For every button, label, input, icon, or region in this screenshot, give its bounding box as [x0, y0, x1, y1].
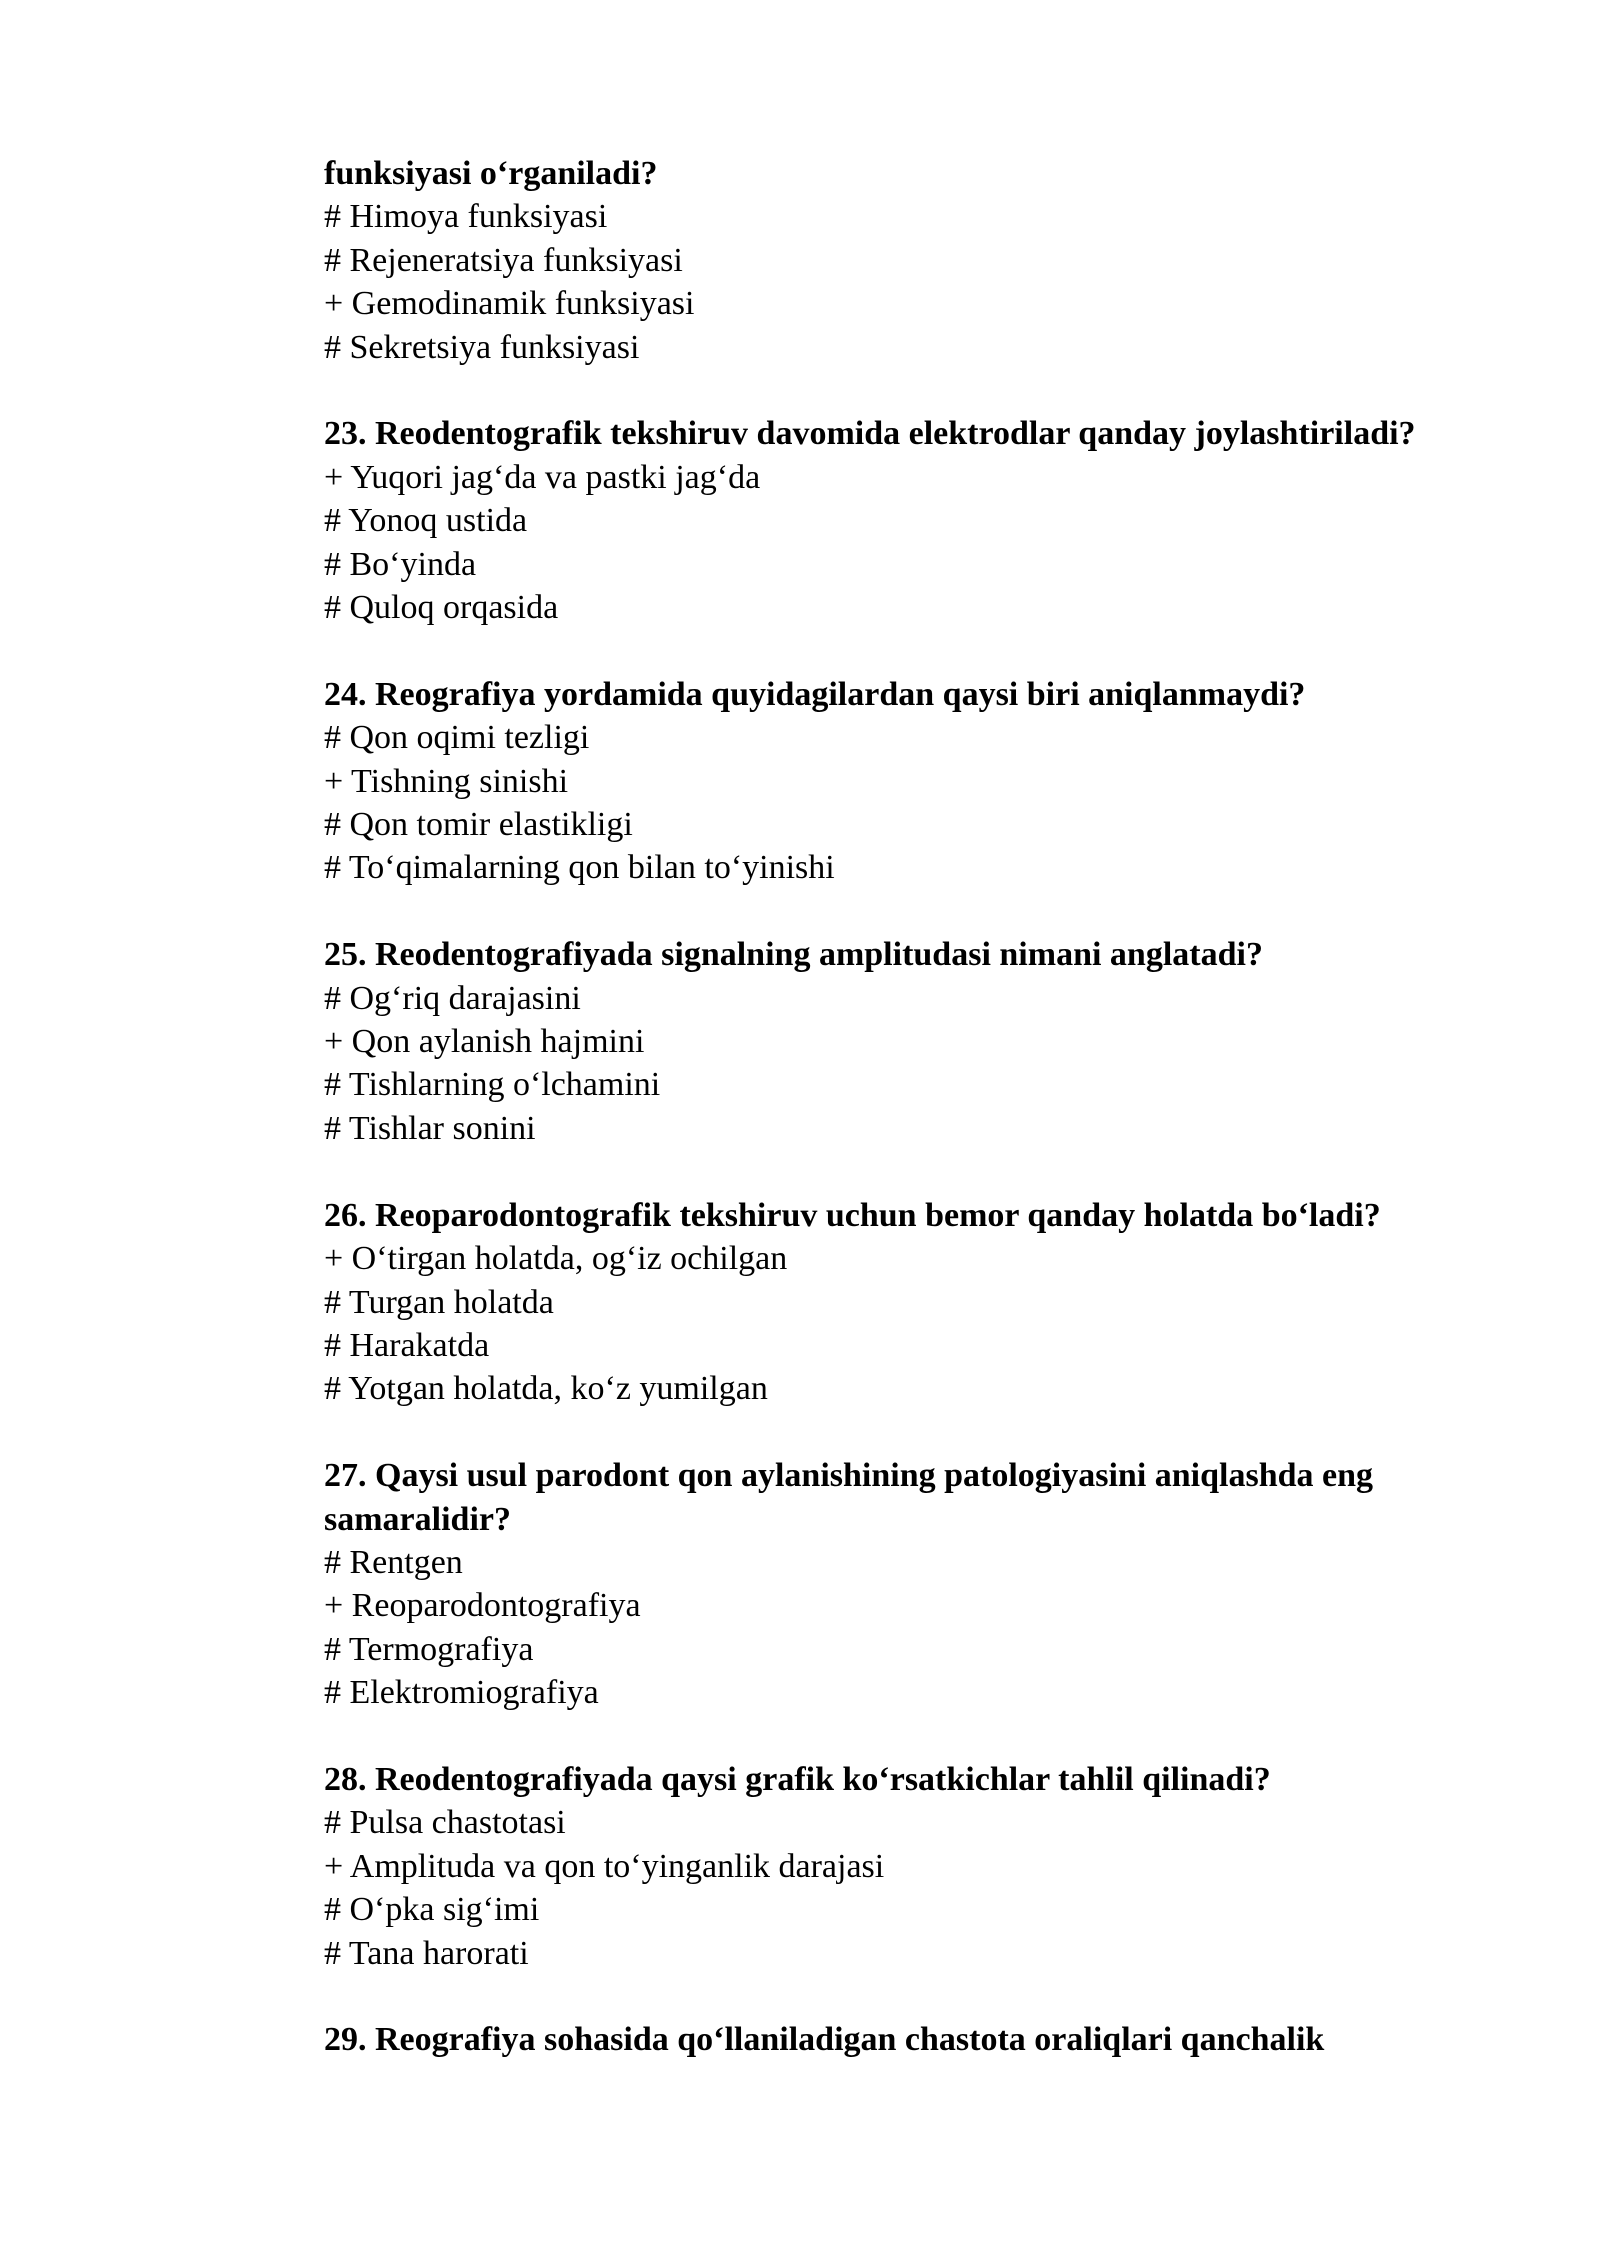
answer-option: # Qon oqimi tezligi [324, 719, 590, 757]
question-block-27 [324, 1454, 1504, 1714]
spacer [324, 629, 1504, 672]
spacer [324, 1411, 1504, 1454]
question-block-23 [324, 412, 1504, 629]
answer-option: # Qon tomir elastikligi [324, 806, 633, 844]
question-block-24 [324, 673, 1504, 890]
answer-option: # O‘pka sig‘imi [324, 1891, 540, 1929]
question-block-25 [324, 933, 1504, 1150]
question-text: 28. Reodentografiyada qaysi grafik ko‘rsatkichlar tahlil qilinadi? [324, 1760, 1271, 1798]
answer-option: # Pulsa chastotasi [324, 1804, 566, 1842]
answer-option: # Tishlarning o‘lchamini [324, 1066, 661, 1104]
answer-option: # Turgan holatda [324, 1283, 554, 1321]
answer-option: # Harakatda [324, 1326, 490, 1364]
spacer [324, 1975, 1504, 2018]
answer-option-correct: + Gemodinamik funksiyasi [324, 285, 695, 323]
question-text: 26. Reoparodontografik tekshiruv uchun bemor qanday holatda bo‘ladi? [324, 1196, 1381, 1234]
answer-option: # Tishlar sonini [324, 1109, 536, 1147]
question-text: 29. Reografiya sohasida qo‘llaniladigan chastota oraliqlari qanchalik [324, 2021, 1325, 2059]
spacer [324, 1715, 1504, 1758]
question-block-28 [324, 1758, 1504, 1975]
question-block-22 [324, 152, 1504, 369]
question-block-29 [324, 2018, 1504, 2061]
answer-option: # Quloq orqasida [324, 589, 559, 627]
answer-option: # Elektromiografiya [324, 1674, 599, 1712]
question-text: 25. Reodentografiyada signalning amplitudasi nimani anglatadi? [324, 936, 1263, 974]
answer-option-correct: + Tishning sinishi [324, 762, 569, 800]
answer-option: # Rejeneratsiya funksiyasi [324, 241, 683, 279]
question-text: 23. Reodentografik tekshiruv davomida elektrodlar qanday joylashtiriladi? [324, 415, 1416, 453]
answer-option: # Himoya funksiyasi [324, 198, 608, 236]
answer-option: # Sekretsiya funksiyasi [324, 328, 640, 366]
answer-option: # Yonoq ustida [324, 502, 528, 540]
answer-option: # Termografiya [324, 1630, 534, 1668]
answer-option: # Yotgan holatda, ko‘z yumilgan [324, 1370, 768, 1408]
answer-option-correct: + Qon aylanish hajmini [324, 1023, 645, 1061]
answer-option: # To‘qimalarning qon bilan to‘yinishi [324, 849, 835, 887]
spacer [324, 1150, 1504, 1193]
answer-option: # Rentgen [324, 1543, 463, 1581]
question-text: 24. Reografiya yordamida quyidagilardan qaysi biri aniqlanmaydi? [324, 675, 1306, 713]
question-text: funksiyasi o‘rganiladi? [324, 155, 658, 192]
answer-option-correct: + Amplituda va qon to‘yinganlik darajasi [324, 1847, 885, 1885]
answer-option: # Og‘riq darajasini [324, 979, 581, 1017]
answer-option: # Tana harorati [324, 1934, 529, 1972]
answer-option: # Bo‘yinda [324, 545, 477, 583]
question-text: 27. Qaysi usul parodont qon aylanishining patologiyasini aniqlashda eng samaralidir? [324, 1457, 1374, 1538]
answer-option-correct: + Yuqori jag‘da va pastki jag‘da [324, 458, 761, 496]
spacer [324, 369, 1504, 412]
answer-option-correct: + Reoparodontografiya [324, 1587, 641, 1625]
answer-option-correct: + O‘tirgan holatda, og‘iz ochilgan [324, 1240, 788, 1278]
question-block-26 [324, 1194, 1504, 1411]
document-page [324, 152, 1504, 2062]
spacer [324, 890, 1504, 933]
